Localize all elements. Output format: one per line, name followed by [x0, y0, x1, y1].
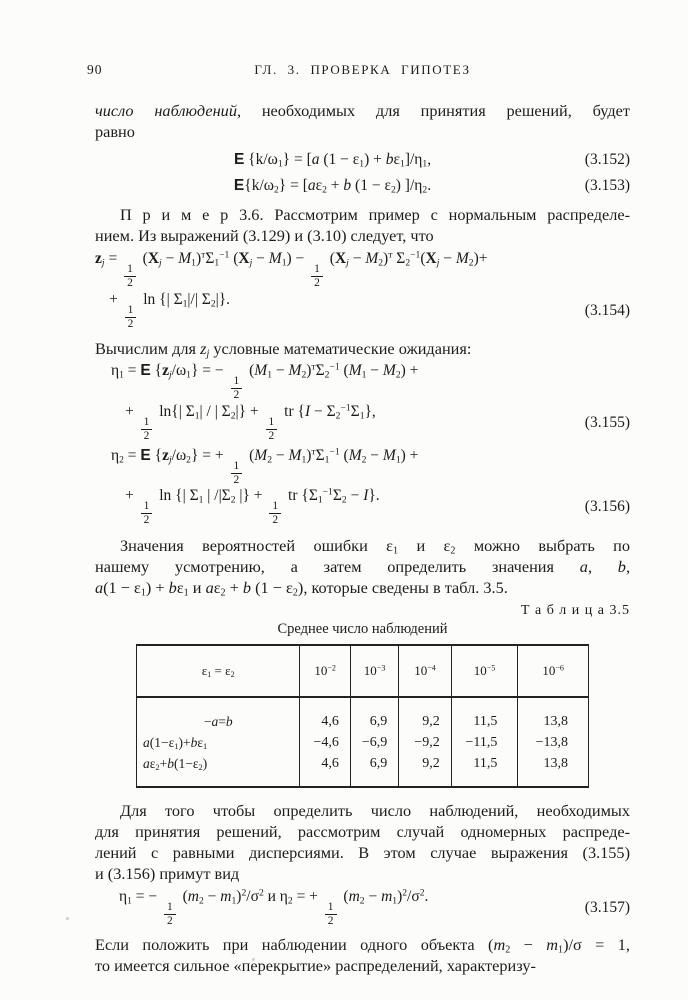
equation-3-153 — [95, 173, 630, 199]
equation-number: (3.157) — [584, 898, 630, 916]
equation-number: (3.153) — [584, 177, 630, 194]
running-title: ГЛ. 3. ПРОВЕРКА ГИПОТЕЗ — [254, 62, 471, 77]
equation-line — [95, 403, 630, 443]
row-label: −a=b — [137, 697, 300, 732]
equation-line — [95, 888, 630, 928]
value-cell: −9,2 — [399, 732, 451, 753]
value-cell: 9,2 — [399, 697, 451, 732]
value-cell: −4,6 — [300, 732, 350, 753]
value-cell: −6,9 — [350, 732, 398, 753]
equation-body: E $\{k/\omega_1\} = [a$ $(1 - \varepsilon_1) + b\varepsilon_1]/\eta_1$, — [233, 151, 432, 170]
equation-3-155 — [95, 362, 630, 443]
equation-line — [95, 362, 630, 402]
value-cell: 11,5 — [451, 697, 518, 732]
col-header-epsilon: $\varepsilon_1 = \varepsilon_2$ — [137, 645, 300, 697]
equation-3-157 — [95, 888, 630, 928]
table-row — [137, 732, 589, 753]
equation-line — [95, 249, 630, 291]
table-caption: Среднее число наблюдений — [277, 620, 448, 637]
table-header-row — [137, 645, 589, 697]
scan-speck — [420, 966, 423, 969]
value-cell: 6,9 — [350, 697, 398, 732]
col-header-1e-3: $10^{-3}$ — [350, 645, 398, 697]
equation-number: (3.156) — [584, 498, 630, 516]
equation-line — [95, 447, 630, 487]
value-cell: −13,8 — [535, 734, 568, 750]
observations-table — [136, 644, 589, 788]
equation-number: (3.154) — [584, 302, 630, 320]
paragraph-overlap: Если положить при наблюдении одного объекта $(m_2 - m_1)/\sigma = 1$, то имеется сильное «перекрытие» распределений, характеризу- — [95, 934, 630, 975]
col-header-1e-6: $10^{-6}$ — [518, 645, 589, 697]
equation-3-154 — [95, 249, 630, 331]
col-header-1e-5: $10^{-5}$ — [451, 645, 518, 697]
equation-line — [95, 291, 630, 331]
page-header — [87, 62, 630, 80]
equation-body: $z_j$ = $\frac{1}{2}$ $(X_j - M_1)^т\Sigma_1^{-1}$ $(X_j - M_1)$ − $\frac{1}{2}$ $(X_j - M_2)^т$ $\Sigma_2^{-1}(X_j - M_2)+$ — [95, 249, 488, 289]
row-label: $a(1-\varepsilon_1)+b\varepsilon_1$ — [137, 732, 300, 753]
value-cell: −11,5 — [451, 732, 518, 753]
scan-speck — [66, 917, 69, 920]
value-cell: 4,6 — [300, 697, 350, 732]
col-header-1e-4: $10^{-4}$ — [399, 645, 451, 697]
value-cell: 13,8 — [543, 755, 568, 771]
equation-number: (3.155) — [584, 413, 630, 431]
paragraph-error-probabilities: Значения вероятностей ошибки $\varepsilon_1$ и $\varepsilon_2$ можно выбрать по нашему усмотрению, а затем определить значения a, b, $a(1 - \varepsilon_1) + b\varepsilon_1$ и $a\varepsilon_2 + b$ $(1 - \varepsilon_2)$, которые сведены в табл. 3.5. — [95, 535, 631, 599]
equation-number: (3.152) — [584, 151, 630, 168]
paragraph-conditional-expectations: Вычислим для $z_j$ условные математические ожидания: — [95, 339, 472, 360]
equation-3-156 — [95, 447, 630, 528]
equation-body: $E\{k/\omega_2\} = [a\varepsilon_2 + b$ $(1 - \varepsilon_2)$ ]$/\eta_2$. — [233, 177, 432, 196]
paragraph-one-dimensional-case: Для того чтобы определить число наблюдений, необходимых для принятия решений, рассмотрим случай одномерных распреде- лений с равными дисперсиями. В этом случае выражения (3.155) и (3.156) примут вид — [95, 800, 630, 883]
scan-speck — [252, 958, 255, 961]
equation-body: + $\frac{1}{2}$ ln{| $\Sigma_1|$ / | $\Sigma_2|$} + $\frac{1}{2}$ tr $\{I - \Sigma_2^{-1}\Sigma_1\}$, — [125, 402, 376, 442]
equation-body: + $\frac{1}{2}$ ln {| $\Sigma_1|/|$ $\Sigma_2|$}. — [109, 291, 231, 331]
table-row — [137, 753, 589, 787]
col-header-1e-2: $10^{-2}$ — [300, 645, 350, 697]
equation-body: $\eta_2 = E$ $\{z_j/\omega_2\}$ = + $\frac{1}{2}$ $(M_2 - M_1)^т\Sigma_1^{-1}$ $(M_2 - M_1)$ + — [111, 446, 419, 487]
page-number: 90 — [87, 62, 103, 77]
text-column — [87, 62, 631, 976]
table-label: Т а б л и ц а 3.5 — [520, 602, 630, 618]
value-cell: 6,9 — [350, 753, 398, 787]
value-cell: 13,8 — [543, 713, 568, 729]
table-row — [137, 697, 589, 732]
row-label: $a\varepsilon_2+b(1-\varepsilon_2)$ — [137, 753, 300, 787]
value-cell: 9,2 — [399, 753, 451, 787]
value-cell: 11,5 — [451, 753, 518, 787]
value-cell: 4,6 — [300, 753, 350, 787]
equation-body: + $\frac{1}{2}$ ln {| $\Sigma_1$ | $/|\Sigma_2$ |} + $\frac{1}{2}$ tr $\{\Sigma_1^{-1}\Sigma_2 - I\}$. — [125, 486, 380, 527]
equation-body: $\eta_1 = E$ $\{z_j/\omega_1\}$ = − $\frac{1}{2}$ $(M_1 - M_2)^т\Sigma_2^{-1}$ $(M_1 - M_2)$ + — [111, 362, 419, 402]
equation-body: $\eta_1$ = − $\frac{1}{2}$ $(m_2 - m_1)^2/\sigma^2$ и $\eta_2$ = + $\frac{1}{2}$ $(m_2 - m_1)^2/\sigma^2$. — [119, 887, 429, 927]
equation-line — [95, 487, 630, 527]
paragraph-example-3-6: П р и м е р 3.6. Рассмотрим пример с нормальным распределе- нием. Из выражений (3.129) и (3.10) следует, что — [95, 205, 630, 245]
equation-group-152-153 — [95, 147, 630, 199]
equation-3-152 — [95, 147, 630, 173]
paragraph-number-of-observations: число наблюдений, необходимых для принятия решений, будет равно — [95, 101, 630, 141]
